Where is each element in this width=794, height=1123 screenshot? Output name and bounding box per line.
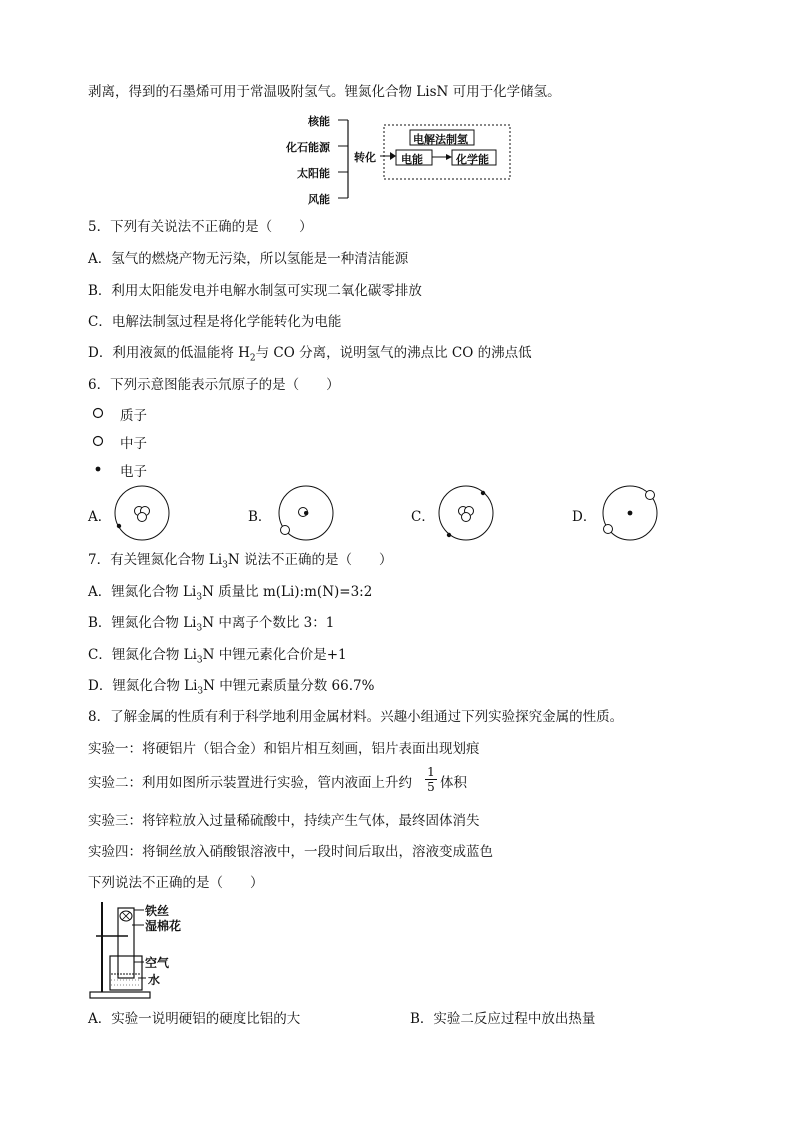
- q8-stem: 8．了解金属的性质有利于科学地利用金属材料。兴趣小组通过下列实验探究金属的性质。: [88, 709, 624, 725]
- q5-stem: 5．下列有关说法不正确的是（ ）: [88, 219, 313, 235]
- q6-option-d-label: D．: [572, 509, 597, 525]
- q7-option-d: [88, 677, 374, 701]
- q6-option-b-label: B．: [248, 509, 272, 525]
- q7-a-sub: 3: [196, 592, 203, 603]
- label-water: 水: [148, 973, 161, 987]
- proton-icon: [92, 407, 104, 419]
- q8-option-b: B．实验二反应过程中放出热量: [410, 1011, 596, 1027]
- q5-option-c: C．电解法制氢过程是将化学能转化为电能: [88, 314, 342, 330]
- electrolysis-label: 电解法制氢: [413, 133, 468, 146]
- atom-diagram-d: [600, 483, 660, 543]
- q5-option-b: B．利用太阳能发电并电解水制氢可实现二氧化碳零排放: [88, 283, 422, 299]
- energy-conversion-diagram: [282, 110, 522, 206]
- q5-option-d: [88, 344, 532, 368]
- atom-diagram-b: [276, 483, 336, 543]
- q7-c-sub: 3: [196, 655, 203, 666]
- fraction-denominator: 5: [425, 779, 437, 794]
- electric-energy-label: 电能: [401, 153, 423, 166]
- q5-option-a: A．氢气的燃烧产物无污染，所以氢能是一种清洁能源: [88, 251, 409, 267]
- q7-b-pre: B．锂氮化合物 Li: [88, 615, 197, 631]
- q7-d-post: N 中锂元素质量分数 66.7%: [203, 678, 375, 694]
- source-solar: 太阳能: [297, 167, 330, 180]
- q8-option-a: A．实验一说明硬铝的硬度比铝的大: [88, 1011, 301, 1027]
- label-wet-cotton: 湿棉花: [145, 919, 182, 933]
- q7-option-a: [88, 583, 372, 607]
- q5-d-post: 与 CO 分离，说明氢气的沸点比 CO 的沸点低: [255, 345, 532, 361]
- q7-option-c: [88, 646, 347, 670]
- apparatus-drawing: [88, 898, 198, 1002]
- legend-neutron: 中子: [120, 436, 147, 452]
- intro-text: 剥离，得到的石墨烯可用于常温吸附氢气。锂氮化合物 LisN 可用于化学储氢。: [88, 84, 561, 100]
- chemical-energy-label: 化学能: [456, 153, 489, 166]
- q6-option-a-label: A．: [88, 509, 112, 525]
- q7-stem: [88, 551, 393, 575]
- q5-d-sub: 2: [249, 353, 256, 364]
- q8-exp2: 实验二：利用如图所示装置进行实验，管内液面上升约: [88, 775, 412, 791]
- convert-label: 转化: [354, 151, 376, 164]
- q7-a-post: N 质量比 m(Li):m(N)=3:2: [202, 584, 373, 600]
- q7-c-pre: C．锂氮化合物 Li: [88, 647, 197, 663]
- q5-d-pre: D．利用液氮的低温能将 H: [88, 345, 250, 361]
- q8-ask: 下列说法不正确的是（ ）: [88, 875, 264, 891]
- q7-stem-post: N 说法不正确的是（ ）: [227, 552, 393, 568]
- q6-stem: 6．下列示意图能表示氘原子的是（ ）: [88, 377, 340, 393]
- q7-c-post: N 中锂元素化合价是+1: [202, 647, 347, 663]
- q7-b-post: N 中离子个数比 3：1: [202, 615, 335, 631]
- q7-d-pre: D．锂氮化合物 Li: [88, 678, 198, 694]
- source-nuclear: 核能: [308, 115, 330, 128]
- atom-diagram-c: [436, 483, 496, 543]
- label-iron-wire: 铁丝: [145, 904, 170, 918]
- q7-b-sub: 3: [196, 623, 203, 634]
- source-wind: 风能: [308, 193, 330, 206]
- q7-option-b: [88, 614, 334, 638]
- q7-stem-sub: 3: [222, 560, 228, 571]
- q6-option-c-label: C．: [411, 509, 435, 525]
- q8-exp1: 实验一：将硬铝片（铝合金）和铝片相互刻画，铝片表面出现划痕: [88, 741, 480, 757]
- iron-rust-apparatus: [88, 898, 198, 1002]
- legend-electron: 电子: [120, 464, 147, 480]
- q8-exp4: 实验四：将铜丝放入硝酸银溶液中，一段时间后取出，溶液变成蓝色: [88, 844, 493, 860]
- q7-stem-pre: 7．有关锂氮化合物 Li: [88, 552, 223, 568]
- fraction-numerator: 1: [427, 765, 435, 779]
- label-air: 空气: [145, 956, 170, 970]
- neutron-icon: [92, 435, 104, 447]
- legend-proton: 质子: [120, 408, 147, 424]
- electron-icon: [92, 463, 104, 475]
- atom-diagram-a: [112, 483, 172, 543]
- source-fossil: 化石能源: [286, 141, 330, 154]
- q7-d-sub: 3: [197, 686, 204, 697]
- q8-exp2-suffix: 体积: [440, 775, 467, 791]
- fraction-one-fifth: [425, 765, 437, 794]
- q8-exp3: 实验三：将锌粒放入过量稀硫酸中，持续产生气体，最终固体消失: [88, 813, 480, 829]
- q7-a-pre: A．锂氮化合物 Li: [88, 584, 197, 600]
